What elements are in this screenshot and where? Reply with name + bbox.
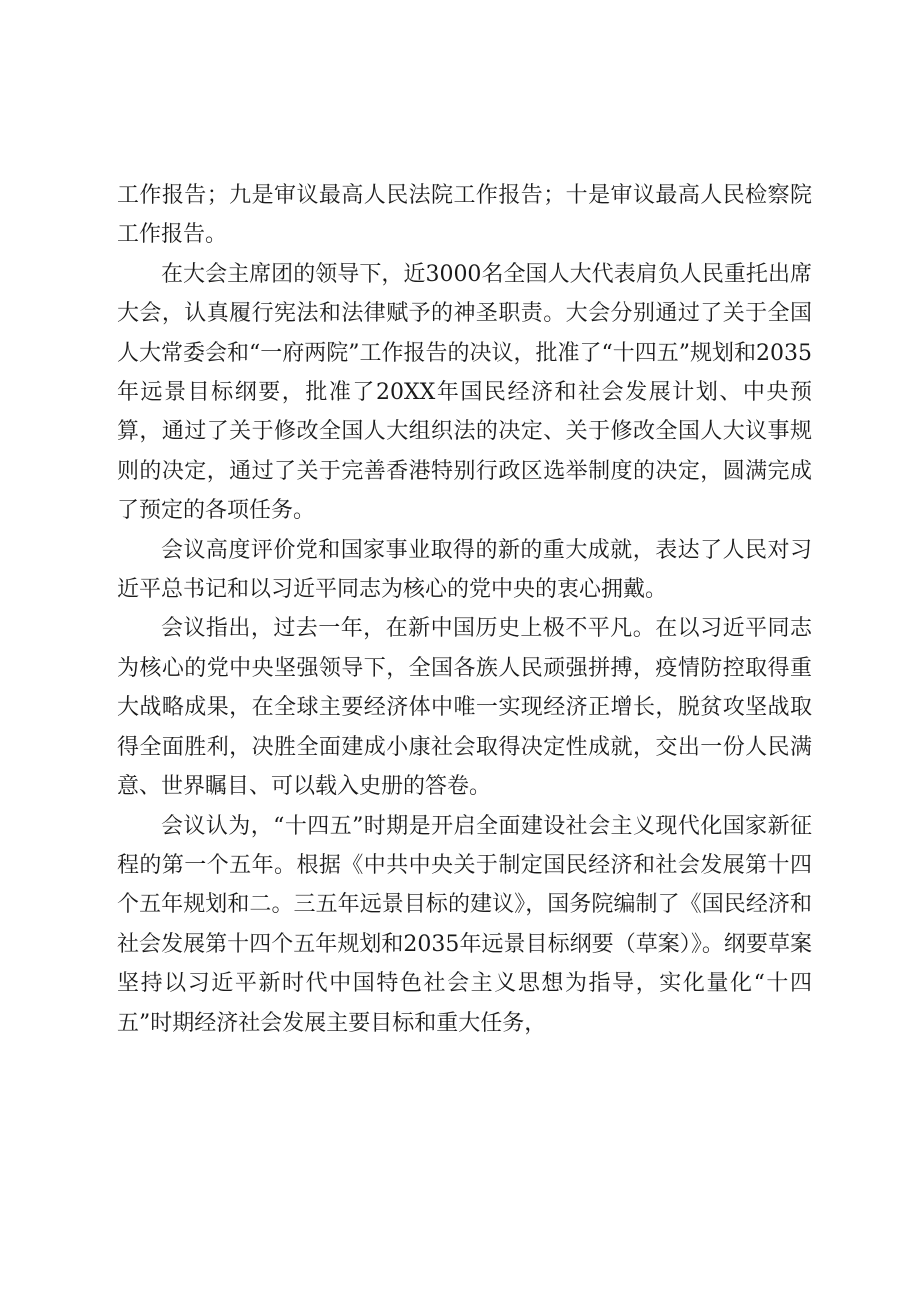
paragraph-4: 会议指出，过去一年，在新中国历史上极不平凡。在以习近平同志为核心的党中央坚强领导下，全国各族人民顽强拼搏，疫情防控取得重大战略成果，在全球主要经济体中唯一实现经济正增长，脱贫攻坚战取得全面胜利，决胜全面建成小康社会取得决定性成就，交出一份人民满意、世界瞩目、可以载入史册的答卷。 — [117, 616, 812, 800]
document-body — [117, 176, 812, 1043]
paragraph-2: 在大会主席团的领导下，近3000名全国人大代表肩负人民重托出席大会，认真履行宪法和法律赋予的神圣职责。大会分别通过了关于全国人大常委会和“一府两院”工作报告的决议，批准了“十四五”规划和2035年远景目标纲要，批准了20XX年国民经济和社会发展计划、中央预算，通过了关于修改全国人大组织法的决定、关于修改全国人大议事规则的决定，通过了关于完善香港特别行政区选举制度的决定，圆满完成了预定的各项任务。 — [117, 261, 812, 524]
paragraph-5: 会议认为，“十四五”时期是开启全面建设社会主义现代化国家新征程的第一个五年。根据《中共中央关于制定国民经济和社会发展第十四个五年规划和二。三五年远景目标的建议》，国务院编制了《国民经济和社会发展第十四个五年规划和2035年远景目标纲要（草案）》。纲要草案坚持以习近平新时代中国特色社会主义思想为指导，实化量化“十四五”时期经济社会发展主要目标和重大任务， — [117, 813, 812, 1036]
paragraph-1: 工作报告；九是审议最高人民法院工作报告；十是审议最高人民检察院工作报告。 — [117, 183, 812, 248]
paragraph-3: 会议高度评价党和国家事业取得的新的重大成就，表达了人民对习近平总书记和以习近平同志为核心的党中央的衷心拥戴。 — [117, 537, 812, 603]
